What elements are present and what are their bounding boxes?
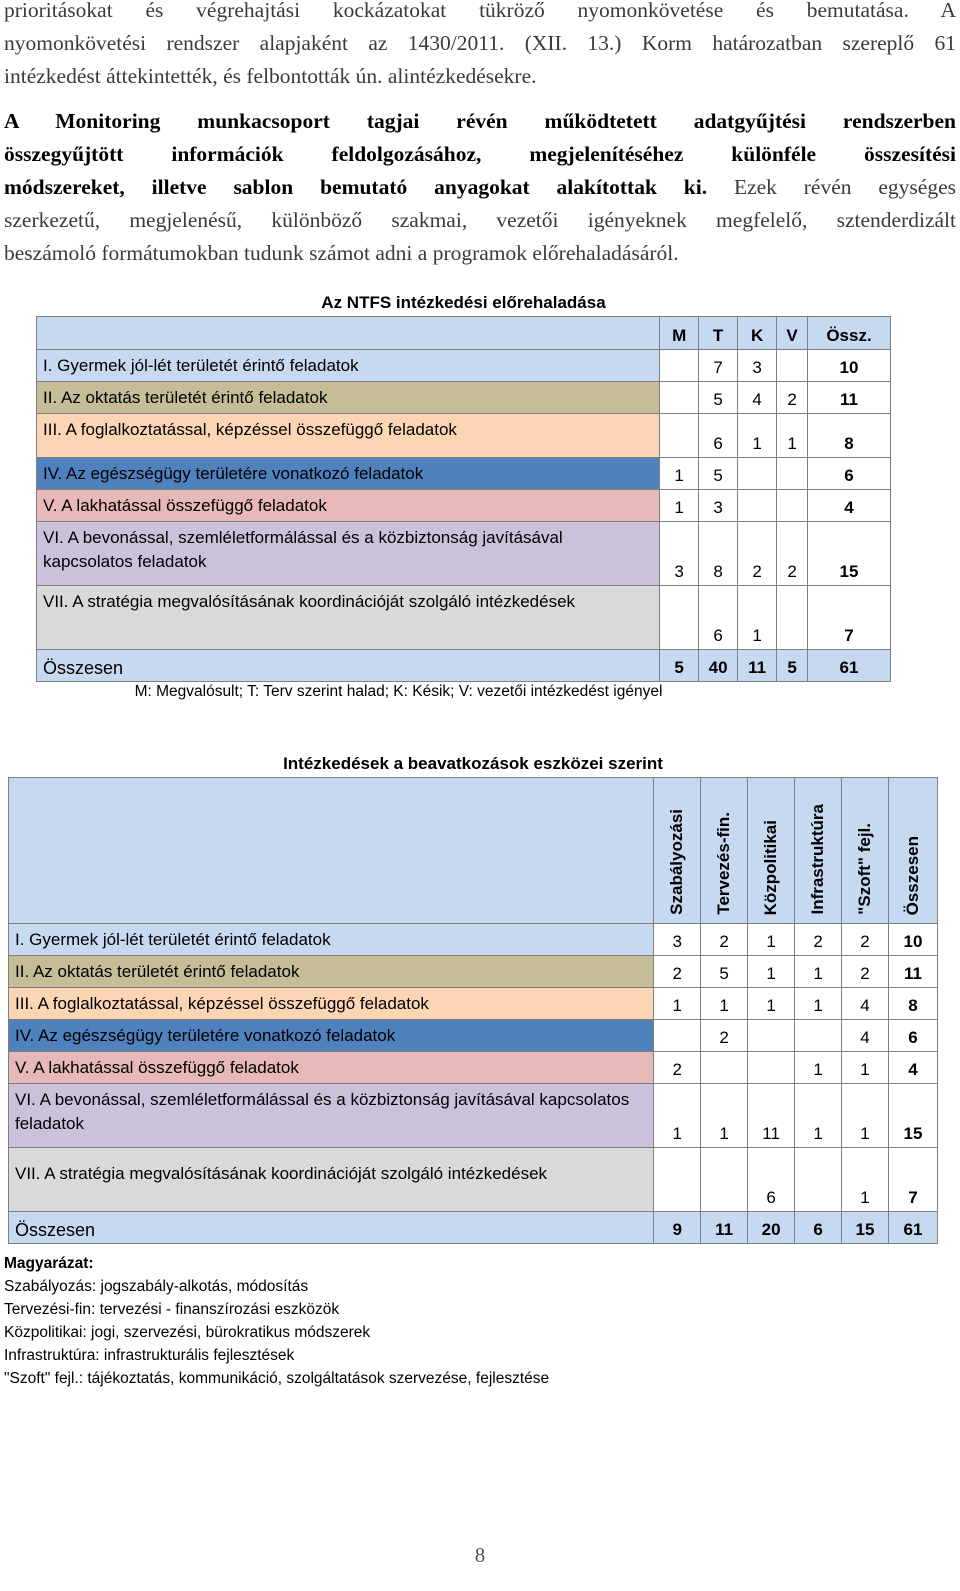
cell xyxy=(748,1052,795,1084)
cell-total: 4 xyxy=(808,490,891,522)
table-row xyxy=(37,414,891,458)
cell-total: 15 xyxy=(888,1084,937,1148)
cell: 1 xyxy=(842,1148,889,1212)
row-label: II. Az oktatás területét érintő feladatok xyxy=(9,956,654,988)
cell: 1 xyxy=(842,1084,889,1148)
header-tervezes-fin: Tervezés-fin. xyxy=(701,778,748,924)
cell-total: 10 xyxy=(888,924,937,956)
cell-total: 10 xyxy=(808,350,891,382)
cell-k: 3 xyxy=(738,350,777,382)
ntfs-progress-table xyxy=(36,316,891,682)
table1-header-row xyxy=(37,317,891,350)
header-osszesen: Összesen xyxy=(888,778,937,924)
table-row xyxy=(37,382,891,414)
intro-paragraph xyxy=(4,0,956,93)
cell: 2 xyxy=(795,924,842,956)
cell-m xyxy=(660,350,699,382)
table1-header-k: K xyxy=(738,317,777,350)
total-t: 40 xyxy=(699,650,738,682)
cell: 1 xyxy=(748,956,795,988)
cell-m xyxy=(660,382,699,414)
cell: 2 xyxy=(842,924,889,956)
row-label: V. A lakhatással összefüggő feladatok xyxy=(9,1052,654,1084)
table2-header-row xyxy=(9,778,938,924)
cell: 3 xyxy=(654,924,701,956)
cell-total: 8 xyxy=(808,414,891,458)
cell-v: 2 xyxy=(777,382,808,414)
cell: 1 xyxy=(842,1052,889,1084)
para2-line-3 xyxy=(4,171,956,204)
cell-m xyxy=(660,414,699,458)
monitoring-paragraph xyxy=(4,105,956,270)
header-infrastruktura: Infrastruktúra xyxy=(795,778,842,924)
table2-header-blank xyxy=(9,778,654,924)
row-label: I. Gyermek jól-lét területét érintő feladatok xyxy=(9,924,654,956)
cell-m: 3 xyxy=(660,522,699,586)
intro-line-1: prioritásokat és végrehajtási kockázatokat tükröző nyomonkövetése és bemutatása. A xyxy=(4,0,956,22)
cell-t: 5 xyxy=(699,458,738,490)
table-row xyxy=(9,1084,938,1148)
total-v: 5 xyxy=(777,650,808,682)
row-label: III. A foglalkoztatással, képzéssel összefüggő feladatok xyxy=(9,988,654,1020)
cell xyxy=(654,1020,701,1052)
table-row xyxy=(9,956,938,988)
cell xyxy=(748,1020,795,1052)
cell-t: 5 xyxy=(699,382,738,414)
legend-item: Közpolitikai: jogi, szervezési, bürokratikus módszerek xyxy=(4,1324,371,1341)
cell-total: 15 xyxy=(808,522,891,586)
cell: 4 xyxy=(842,988,889,1020)
table2-title: Intézkedések a beavatkozások eszközei szerint xyxy=(283,754,663,773)
row-label: I. Gyermek jól-lét területét érintő feladatok xyxy=(37,350,660,382)
cell-v xyxy=(777,586,808,650)
cell: 11 xyxy=(748,1084,795,1148)
total-m: 5 xyxy=(660,650,699,682)
intro-line-2: nyomonkövetési rendszer alapjaként az 1430/2011. (XII. 13.) Korm határozatban szereplő 61 xyxy=(4,31,956,55)
cell: 1 xyxy=(795,1084,842,1148)
legend-item: Tervezési-fin: tervezési - finanszírozási eszközök xyxy=(4,1301,340,1318)
table-row xyxy=(37,586,891,650)
row-label: VII. A stratégia megvalósításának koordinációját szolgáló intézkedések xyxy=(9,1148,654,1212)
cell-m: 1 xyxy=(660,458,699,490)
cell: 1 xyxy=(795,1052,842,1084)
row-label: V. A lakhatással összefüggő feladatok xyxy=(37,490,660,522)
table-row xyxy=(37,458,891,490)
page-number: 8 xyxy=(474,1543,486,1567)
cell-total: 4 xyxy=(888,1052,937,1084)
table1-footnote: M: Megvalósult; T: Terv szerint halad; K: Késik; V: vezetői intézkedést igényel xyxy=(134,683,663,700)
table-row xyxy=(37,522,891,586)
cell xyxy=(795,1020,842,1052)
cell xyxy=(701,1052,748,1084)
cell: 6 xyxy=(748,1148,795,1212)
cell-k: 4 xyxy=(738,382,777,414)
header-szabalyozasi: Szabályozási xyxy=(654,778,701,924)
table-row xyxy=(9,1052,938,1084)
table2-total-row xyxy=(9,1212,938,1244)
cell-v xyxy=(777,350,808,382)
cell: 4 xyxy=(842,1020,889,1052)
para2-line-5: beszámoló formátumokban tudunk számot adni a programok előrehaladásáról. xyxy=(4,241,679,265)
cell-total: 7 xyxy=(888,1148,937,1212)
table1-header-total: Össz. xyxy=(808,317,891,350)
cell: 1 xyxy=(795,988,842,1020)
header-szoft-fejl: "Szoft" fejl. xyxy=(842,778,889,924)
total-sum: 61 xyxy=(888,1212,937,1244)
cell-v: 1 xyxy=(777,414,808,458)
cell: 1 xyxy=(748,924,795,956)
cell: 2 xyxy=(842,956,889,988)
cell-k: 1 xyxy=(738,414,777,458)
table-row xyxy=(9,924,938,956)
cell-t: 3 xyxy=(699,490,738,522)
cell: 2 xyxy=(654,956,701,988)
cell xyxy=(701,1148,748,1212)
cell-t: 6 xyxy=(699,414,738,458)
para2-line-2: összegyűjtött információk feldolgozásához, megjelenítéséhez különféle összesítési xyxy=(4,142,956,166)
total-label: Összesen xyxy=(9,1212,654,1244)
total-sum: 61 xyxy=(808,650,891,682)
cell: 2 xyxy=(701,1020,748,1052)
cell-k: 2 xyxy=(738,522,777,586)
table1-total-row xyxy=(37,650,891,682)
cell: 1 xyxy=(654,1084,701,1148)
row-label: VII. A stratégia megvalósításának koordinációját szolgáló intézkedések xyxy=(37,586,660,650)
cell-t: 7 xyxy=(699,350,738,382)
cell-total: 6 xyxy=(808,458,891,490)
para2-line-3-bold: módszereket, illetve sablon bemutató anyagokat alakítottak ki. xyxy=(4,175,708,199)
cell-total: 8 xyxy=(888,988,937,1020)
total-cell: 6 xyxy=(795,1212,842,1244)
total-k: 11 xyxy=(738,650,777,682)
cell-k: 1 xyxy=(738,586,777,650)
row-label: IV. Az egészségügy területére vonatkozó feladatok xyxy=(37,458,660,490)
total-label: Összesen xyxy=(37,650,660,682)
table-row xyxy=(9,1020,938,1052)
cell xyxy=(795,1148,842,1212)
cell-total: 11 xyxy=(888,956,937,988)
para2-line-1: A Monitoring munkacsoport tagjai révén működtetett adatgyűjtési rendszerben xyxy=(4,109,956,133)
row-label: II. Az oktatás területét érintő feladatok xyxy=(37,382,660,414)
cell-k xyxy=(738,458,777,490)
legend-item: Infrastruktúra: infrastrukturális fejlesztések xyxy=(4,1347,295,1364)
cell-t: 6 xyxy=(699,586,738,650)
cell: 2 xyxy=(701,924,748,956)
table1-header-blank xyxy=(37,317,660,350)
total-cell: 9 xyxy=(654,1212,701,1244)
cell: 1 xyxy=(795,956,842,988)
cell: 5 xyxy=(701,956,748,988)
cell-t: 8 xyxy=(699,522,738,586)
cell-total: 6 xyxy=(888,1020,937,1052)
intro-line-3: intézkedést áttekintették, és felbontották ún. alintézkedésekre. xyxy=(4,64,537,88)
cell: 1 xyxy=(748,988,795,1020)
row-label: VI. A bevonással, szemléletformálással és a közbiztonság javításával kapcsolatos feladatok xyxy=(37,522,660,586)
legend xyxy=(4,1252,549,1390)
table1-header-m: M xyxy=(660,317,699,350)
row-label: VI. A bevonással, szemléletformálással és a közbiztonság javításával kapcsolatos feladatok xyxy=(9,1084,654,1148)
table1-header-v: V xyxy=(777,317,808,350)
legend-item: Szabályozás: jogszabály-alkotás, módosítás xyxy=(4,1278,309,1295)
measures-by-instrument-table xyxy=(8,777,938,1244)
cell xyxy=(654,1148,701,1212)
cell: 1 xyxy=(654,988,701,1020)
para2-line-3-rest: Ezek révén egységes xyxy=(707,175,956,199)
table-row xyxy=(37,490,891,522)
legend-item: "Szoft" fejl.: tájékoztatás, kommunikáció, szolgáltatások szervezése, fejlesztése xyxy=(4,1370,550,1387)
cell: 1 xyxy=(701,1084,748,1148)
table-row xyxy=(9,1148,938,1212)
table1-title: Az NTFS intézkedési előrehaladása xyxy=(321,293,606,312)
header-kozpolitikai: Közpolitikai xyxy=(748,778,795,924)
cell-v: 2 xyxy=(777,522,808,586)
row-label: III. A foglalkoztatással, képzéssel összefüggő feladatok xyxy=(37,414,660,458)
table-row xyxy=(9,988,938,1020)
cell-total: 11 xyxy=(808,382,891,414)
cell-m xyxy=(660,586,699,650)
cell-m: 1 xyxy=(660,490,699,522)
cell-k xyxy=(738,490,777,522)
table-row xyxy=(37,350,891,382)
legend-title: Magyarázat: xyxy=(4,1255,94,1272)
cell-v xyxy=(777,458,808,490)
total-cell: 15 xyxy=(842,1212,889,1244)
row-label: IV. Az egészségügy területére vonatkozó feladatok xyxy=(9,1020,654,1052)
total-cell: 11 xyxy=(701,1212,748,1244)
para2-line-4: szerkezetű, megjelenésű, különböző szakmai, vezetői igényeknek megfelelő, sztenderdizált xyxy=(4,208,956,232)
total-cell: 20 xyxy=(748,1212,795,1244)
cell: 2 xyxy=(654,1052,701,1084)
table1-header-t: T xyxy=(699,317,738,350)
cell: 1 xyxy=(701,988,748,1020)
cell-total: 7 xyxy=(808,586,891,650)
cell-v xyxy=(777,490,808,522)
